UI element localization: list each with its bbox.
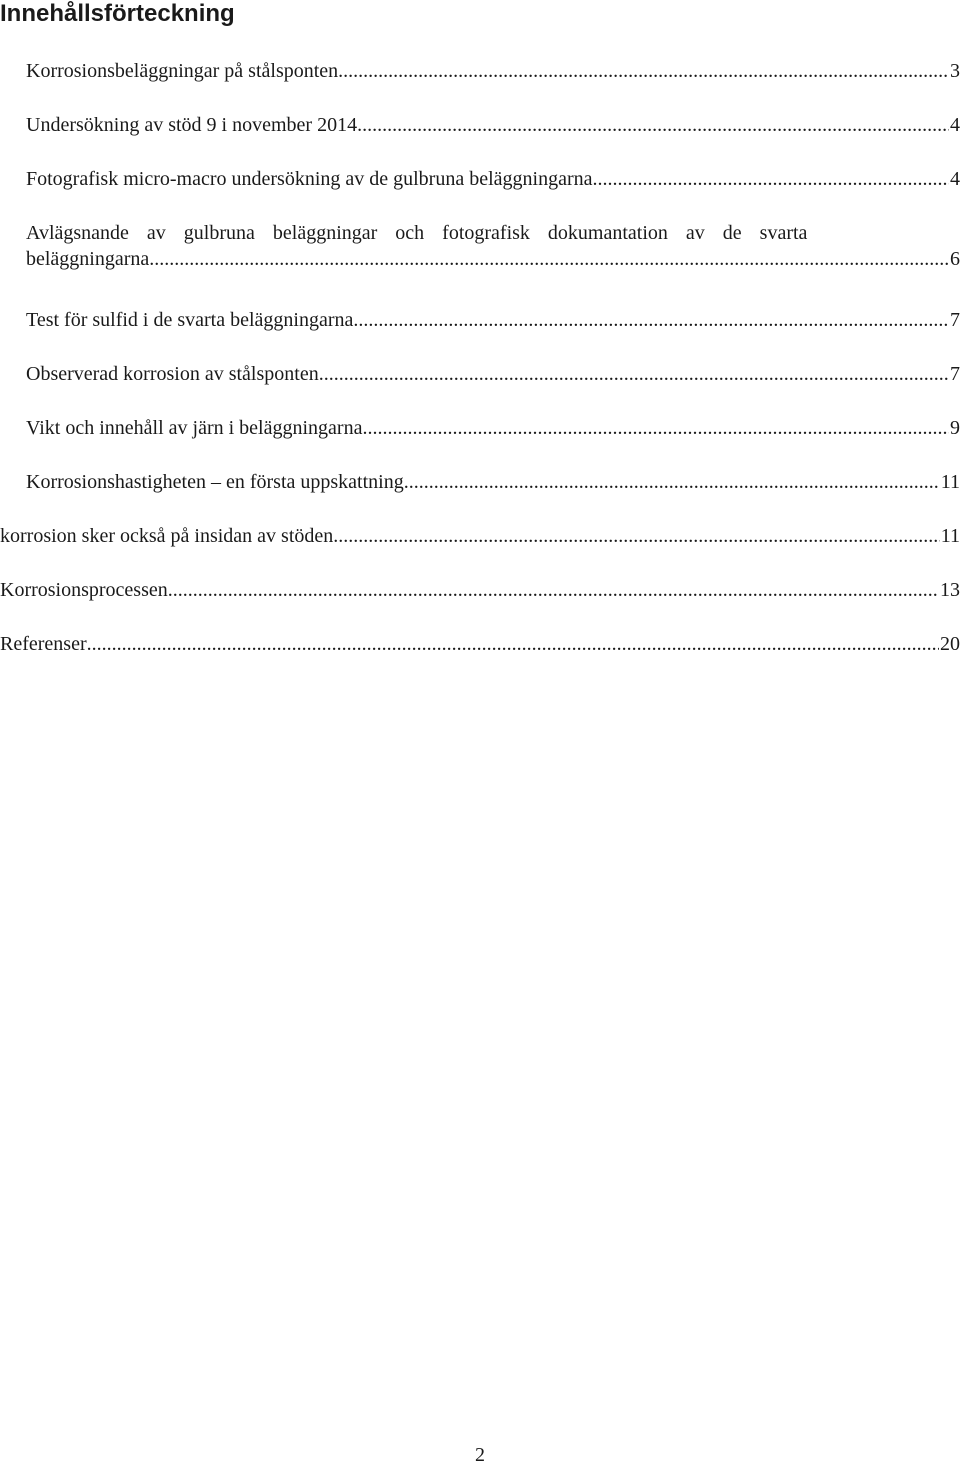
toc-entry-observed-corrosion[interactable] — [26, 361, 960, 387]
toc-entry-text: Korrosionshastigheten – en första uppskattning — [26, 471, 404, 493]
toc-entry-sulfide-test[interactable] — [26, 307, 960, 333]
dot-leader — [353, 307, 949, 333]
page-number: 2 — [475, 1444, 485, 1466]
toc-entry-corrosion-coatings[interactable] — [26, 58, 960, 84]
toc-entry-corrosion-process[interactable] — [0, 577, 960, 603]
toc-page-number: 20 — [940, 633, 960, 655]
toc-page-number: 9 — [950, 417, 960, 439]
toc-entry-text: Korrosionsbeläggningar på stålsponten — [26, 60, 339, 82]
dot-leader — [338, 58, 949, 84]
toc-page-number: 6 — [950, 248, 960, 270]
toc-entry-references[interactable] — [0, 631, 960, 657]
toc-entry-line-2 — [26, 246, 960, 272]
toc-entry-text: Test för sulfid i de svarta beläggningarna — [26, 309, 354, 331]
toc-page-number: 13 — [940, 579, 960, 601]
dot-leader — [362, 415, 949, 441]
toc-entry-text: Korrosionsprocessen — [0, 579, 168, 601]
toc-entry-photographic-investigation[interactable] — [26, 166, 960, 192]
toc-entry-line-1 — [26, 220, 960, 246]
toc-entry-text: korrosion sker också på insidan av stöden — [0, 525, 334, 547]
dot-leader — [149, 246, 949, 272]
toc-title: Innehållsförteckning — [0, 0, 235, 27]
toc-page-number: 4 — [950, 168, 960, 190]
toc-entry-text-continued: beläggningarna — [26, 248, 150, 270]
toc-entry-text: Avlägsnande av gulbruna beläggningar och fotografisk dokumantation av de svarta — [26, 222, 808, 244]
dot-leader — [333, 523, 939, 549]
toc-page-number: 7 — [950, 309, 960, 331]
toc-entry-weight-iron-content[interactable] — [26, 415, 960, 441]
toc-page-number: 7 — [950, 363, 960, 385]
dot-leader — [87, 631, 939, 657]
dot-leader — [362, 112, 949, 138]
toc-entry-removal-of-coatings[interactable] — [26, 220, 960, 272]
dot-leader — [319, 361, 949, 387]
toc-entry-corrosion-rate[interactable] — [26, 469, 960, 495]
toc-page-number: 11 — [940, 471, 960, 493]
toc-page-number: 4 — [950, 114, 960, 136]
dot-leader — [404, 469, 940, 495]
dot-leader — [168, 577, 939, 603]
toc-entry-text: Vikt och innehåll av järn i beläggningarna — [26, 417, 363, 439]
toc-entry-text: Observerad korrosion av stålsponten — [26, 363, 319, 385]
toc-entry-text: Referenser — [0, 633, 87, 655]
toc-page-number: 11 — [940, 525, 960, 547]
toc-entry-text: Undersökning av stöd 9 i november 2014. — [26, 114, 363, 136]
toc-entry-investigation-support-9[interactable] — [26, 112, 960, 138]
toc-entry-text: Fotografisk micro-macro undersökning av de gulbruna beläggningarna — [26, 168, 593, 190]
toc-entry-corrosion-inside-supports[interactable] — [0, 523, 960, 549]
dot-leader — [593, 166, 949, 192]
toc-page-number: 3 — [950, 60, 960, 82]
